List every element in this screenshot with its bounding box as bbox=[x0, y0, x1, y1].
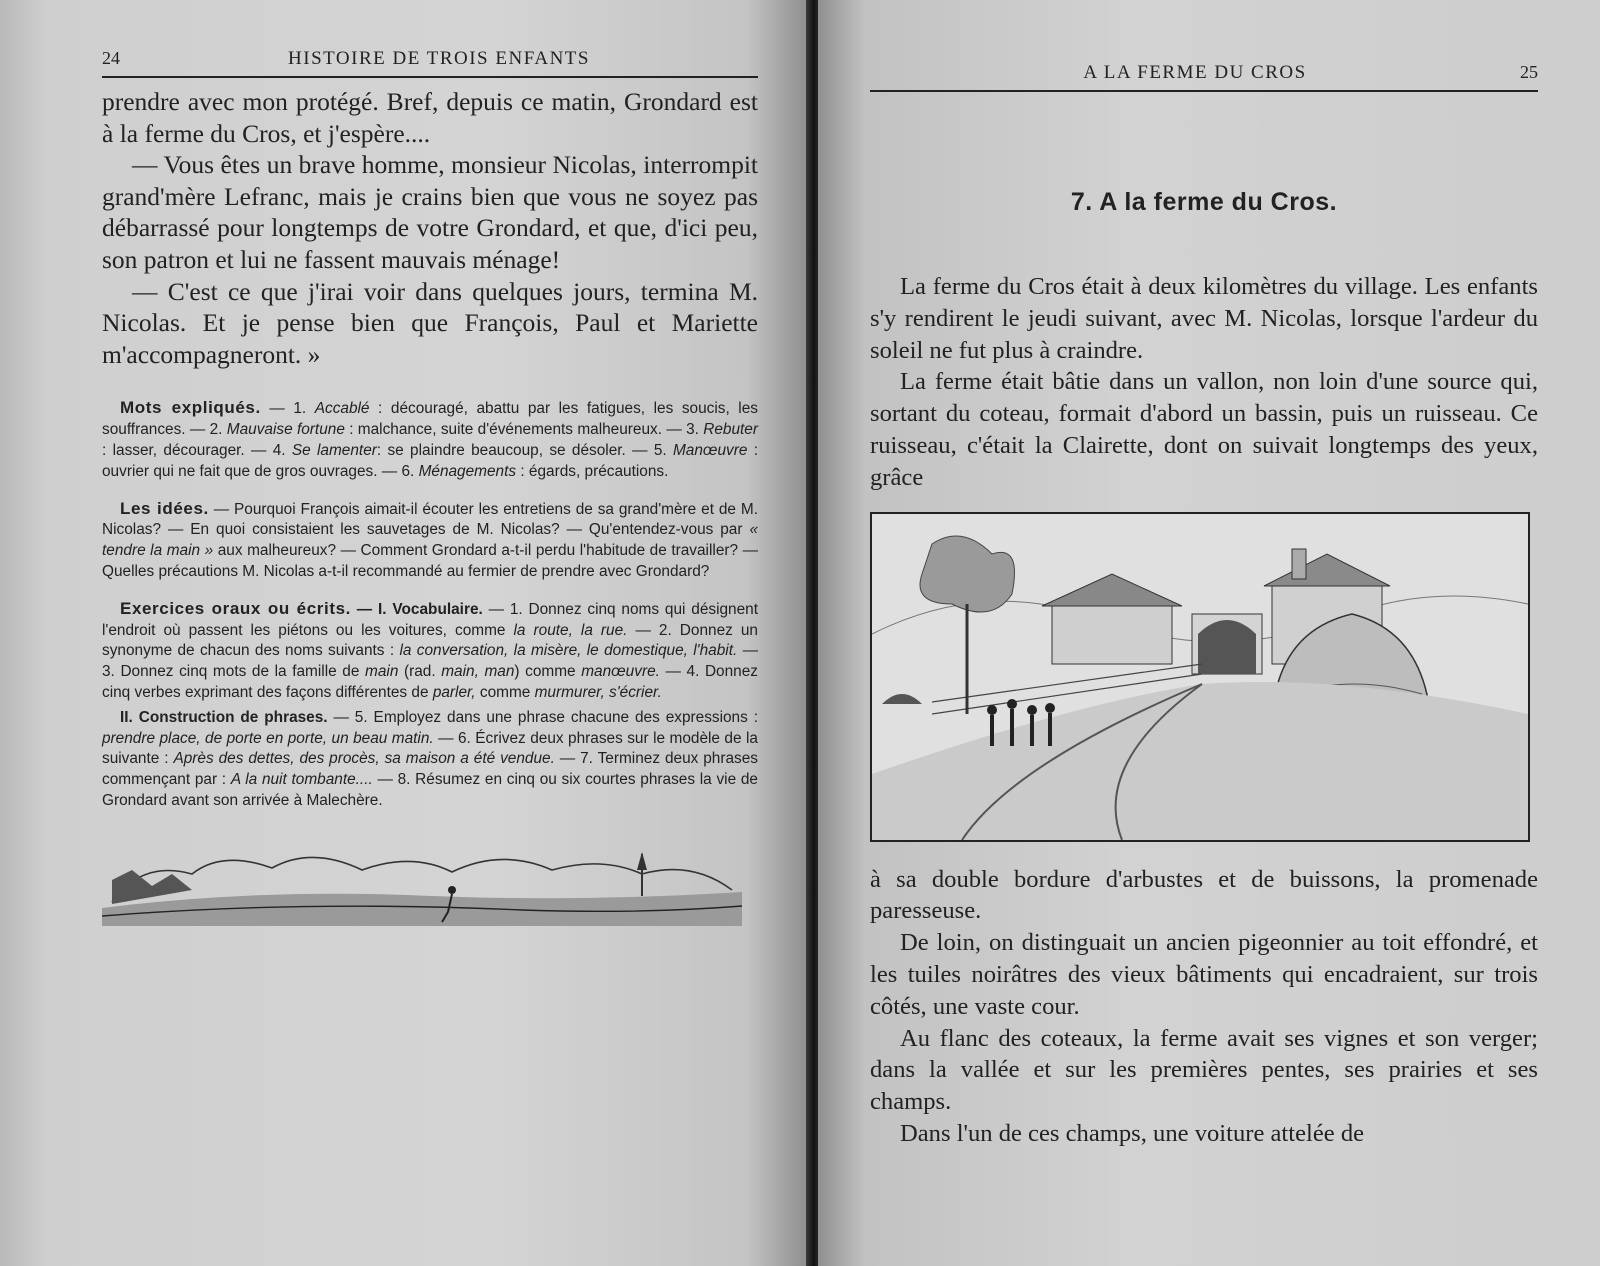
item-prefix: — 3. bbox=[662, 421, 704, 439]
idees-text: aux malheureux? — Comment Grondard a-t-il perdu l'habitude de travailler? — Quelles précautions M. Nicolas a-t-il recommandé au fermier de prendre avec Grondard? bbox=[102, 542, 758, 580]
section-heading: Exercices oraux ou écrits. bbox=[120, 598, 351, 618]
page-number: 25 bbox=[1520, 62, 1538, 82]
page-number: 24 bbox=[102, 48, 120, 68]
left-body-text bbox=[102, 86, 758, 370]
definition: : se plaindre beaucoup, se désoler. bbox=[376, 441, 626, 459]
section-heading: Mots expliqués. bbox=[120, 398, 261, 418]
definition: : égards, précautions. bbox=[516, 462, 669, 480]
exercise-text: (rad. bbox=[398, 663, 442, 681]
exercise-example: Après des dettes, des procès, sa maison a été vendue. bbox=[173, 750, 555, 768]
paragraph: La ferme était bâtie dans un vallon, non loin d'une source qui, sortant du coteau, formait d'abord un bassin, puis un ruisseau. Ce ruisseau, c'était la Clairette, dont on suivait longtemps des yeux, grâce bbox=[870, 368, 1538, 491]
paragraph: à sa double bordure d'arbustes et de buissons, la promenade paresseuse. bbox=[870, 865, 1538, 925]
mots-expliques bbox=[102, 398, 758, 482]
exercise-text: comme bbox=[475, 683, 535, 701]
left-running-head bbox=[102, 48, 758, 78]
paragraph: — C'est ce que j'irai voir dans quelques jours, termina M. Nicolas. Et je pense bien que François, Paul et Mariette m'accompagneront. » bbox=[102, 276, 758, 369]
exercise-text: — 2. Donnez un synonyme de chacun des noms suivants : bbox=[102, 621, 758, 660]
exercise-text: — 1. Donnez cinq noms qui désignent l'endroit où passent les piétons ou les voitures, comme bbox=[102, 600, 759, 639]
exercise-example: prendre place, de porte en porte, un beau matin. bbox=[102, 729, 434, 747]
term: Accablé bbox=[314, 400, 370, 418]
farm-illustration bbox=[870, 512, 1530, 842]
running-title: HISTOIRE DE TROIS ENFANTS bbox=[288, 48, 590, 69]
right-body-text-continued bbox=[870, 864, 1538, 1150]
definition: : lasser, décourager. bbox=[102, 441, 245, 459]
les-idees bbox=[102, 499, 758, 583]
item-prefix: — 1. bbox=[260, 400, 315, 418]
exercise-example: manœuvre. bbox=[581, 663, 660, 681]
term: Mauvaise fortune bbox=[226, 421, 345, 439]
definition: : découragé, abattu par les fatigues, les soucis, les souffrances. bbox=[102, 400, 758, 439]
exercise-example: A la nuit tombante.... bbox=[230, 771, 373, 789]
exercise-example: la conversation, la misère, le domestique, l'habit. bbox=[399, 642, 738, 660]
right-page bbox=[818, 0, 1600, 1266]
right-body-text bbox=[870, 271, 1538, 494]
exercices bbox=[102, 599, 758, 704]
paragraph: — Vous êtes un brave homme, monsieur Nicolas, interrompit grand'mère Lefranc, mais je crains bien que vous ne soyez pas débarrassé pour longtemps de votre Grondard, et que, d'ici peu, son patron et lui ne fassent mauvais ménage! bbox=[102, 150, 758, 274]
exercise-example: main, man bbox=[441, 663, 515, 681]
item-prefix: — 6. bbox=[377, 462, 419, 480]
exercise-text: — 5. Employez dans une phrase chacune des expressions : bbox=[327, 708, 759, 726]
definition: : ouvrier qui ne fait que de gros ouvrages. bbox=[102, 441, 758, 480]
right-running-head bbox=[870, 62, 1538, 92]
exercise-example: parler, bbox=[432, 683, 476, 701]
exercise-example: la route, la rue. bbox=[513, 621, 628, 639]
chapter-title: 7. A la ferme du Cros. bbox=[1070, 188, 1338, 216]
farm-engraving bbox=[872, 514, 1528, 840]
paragraph: La ferme du Cros était à deux kilomètres du village. Les enfants s'y rendirent le jeudi suivant, avec M. Nicolas, lorsque l'ardeur du soleil ne fut plus à craindre. bbox=[870, 273, 1538, 364]
paragraph: Au flanc des coteaux, la ferme avait ses vignes et son verger; dans la vallée et sur les premières pentes, ses prairies et ses champs. bbox=[870, 1024, 1538, 1116]
paragraph: Dans l'un de ces champs, une voiture attelée de bbox=[900, 1119, 1365, 1147]
term: Se lamenter bbox=[291, 441, 377, 459]
paragraph: De loin, on distinguait un ancien pigeonnier au toit effondré, et les tuiles noirâtres des vieux bâtiments qui encadraient, sur trois côtés, une vaste cour. bbox=[870, 929, 1538, 1020]
exercise-text: — 6. Écrivez deux phrases sur le modèle de la suivante : bbox=[102, 729, 758, 768]
construction-de-phrases bbox=[102, 708, 758, 812]
exercise-notes bbox=[102, 398, 758, 811]
exercise-text: — 4. Donnez cinq verbes exprimant des façons différentes de bbox=[102, 663, 758, 701]
term: Manœuvre bbox=[672, 441, 748, 459]
item-prefix: — 2. bbox=[185, 421, 227, 439]
term: Rebuter bbox=[703, 421, 758, 439]
landscape-vignette bbox=[102, 830, 752, 926]
running-title: A LA FERME DU CROS bbox=[1083, 62, 1307, 83]
sub-heading: II. Construction de phrases. bbox=[120, 708, 328, 726]
sub-heading: — I. Vocabulaire. bbox=[350, 600, 483, 618]
item-prefix: — 4. bbox=[244, 441, 292, 459]
idees-text: — Pourquoi François aimait-il écouter les entretiens de sa grand'mère et de M. Nicolas? — En quoi consistaient les sauvetages de M. Nicolas? — Qu'entendez-vous par bbox=[102, 500, 758, 539]
exercise-text: — 8. Résumez en cinq ou six courtes phrases la vie de Grondard avant son arrivée à Malechère. bbox=[102, 771, 758, 809]
section-heading: Les idées. bbox=[120, 498, 209, 518]
exercise-text: ) comme bbox=[514, 663, 582, 681]
paragraph: prendre avec mon protégé. Bref, depuis ce matin, Grondard est à la ferme du Cros, et j'espère.... bbox=[102, 87, 758, 148]
term: Ménagements bbox=[418, 462, 517, 480]
exercise-example: main bbox=[365, 663, 399, 681]
idees-quote: « tendre la main » bbox=[102, 521, 758, 560]
exercise-text: — 7. Terminez deux phrases commençant par : bbox=[102, 750, 759, 789]
item-prefix: — 5. bbox=[625, 441, 673, 459]
exercise-text: — 3. Donnez cinq mots de la famille de bbox=[102, 642, 758, 681]
exercise-example: murmurer, s'écrier. bbox=[534, 683, 662, 701]
definition: : malchance, suite d'événements malheureux. bbox=[344, 421, 663, 439]
